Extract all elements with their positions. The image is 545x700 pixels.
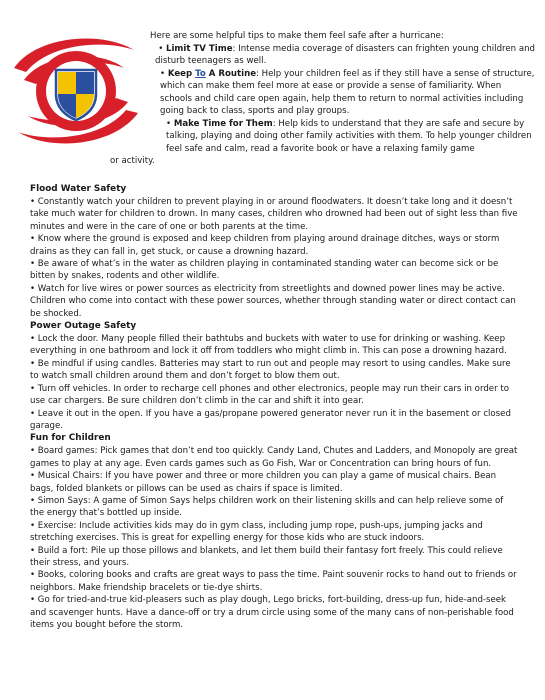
safety-sections: [30, 183, 518, 631]
list-item: • Watch for live wires or power sources as electricity from streetlights and downed power lines may be active. Children who come into contact with these power sources, whether through standing water or direct contact can be shocked.: [30, 283, 516, 319]
section-heading: Fun for Children: [30, 433, 111, 444]
shield-icon: [56, 70, 96, 120]
section-heading: Flood Water Safety: [30, 184, 127, 194]
list-item: • Know where the ground is exposed and keep children from playing around drainage ditches, ways or storm drains as they can fall in, get stuck, or cause a drowning hazard.: [30, 234, 500, 257]
hurricane-tips: [110, 30, 535, 168]
tip-routine: • Keep To A Routine: Help your children feel as if they still have a sense of structure, which can make them feel more at ease or provide a sense of familiarity. When schools and child care open again, help them to return to normal activities including going back to class, sports and play groups.: [160, 68, 535, 116]
list-item: • Build a fort: Pile up those pillows and blankets, and let them build their fantasy fort freely. This could relieve their stress, and yours.: [30, 545, 503, 568]
list-item: • Board games: Pick games that don’t end too quickly. Candy Land, Chutes and Ladders, and Monopoly are great games to play at any age. Even cards games such as Go Fish, War or Concentration can bring hours of fun.: [30, 446, 518, 469]
tip-make-time-continued: or activity.: [110, 156, 155, 166]
list-item: • Go for tried-and-true kid-pleasers such as play dough, Lego bricks, fort-building, dress-up fun, hide-and-seek and scavenger hunts. Have a dance-off or try a drum circle using some of the many cans of non-perishable food items you bought before the storm.: [30, 595, 514, 630]
list-item: • Books, coloring books and crafts are great ways to pass the time. Paint souvenir rocks to hand out to friends or neighbors. Make friendship bracelets or tie-dye shirts.: [30, 570, 517, 593]
section-heading: Power Outage Safety: [30, 321, 137, 332]
list-item: • Turn off vehicles. In order to recharge cell phones and other electronics, people may run their cars in order to use car chargers. Be sure children don’t climb in the car and shift it into gear.: [30, 383, 509, 407]
list-item: • Musical Chairs: If you have power and three or more children you can play a game of musical chairs. Bean bags, folded blankets or pillows can be used as chairs if space is limited.: [30, 471, 497, 494]
tip-tv-time: • Limit TV Time: Intense media coverage of disasters can frighten young children and disturb teenagers as well.: [150, 43, 535, 66]
list-item: • Leave it out in the open. If you have a gas/propane powered generator never run it in the basement or closed garage.: [30, 408, 511, 431]
list-item: • Constantly watch your children to prevent playing in or around floodwaters. It doesn’t take long and it doesn’t take much water for children to drown. In many cases, children who drowned had been out of sight less than five minutes and were in the care of one or both parents at the time.: [30, 197, 518, 232]
intro-text: Here are some helpful tips to make them feel safe after a hurricane:: [150, 31, 444, 41]
list-item: • Exercise: Include activities kids may do in gym class, including jump rope, push-ups, jumping jacks and stretching exercises. This is great for expelling energy for those kids who are stuck indoors.: [30, 520, 483, 544]
keep-to-link[interactable]: To: [195, 68, 206, 79]
tip-make-time: • Make Time for Them: Help kids to understand that they are safe and secure by talking, playing and doing other family activities with them. To help younger children feel safe and calm, read a favorite book or have a relaxing family game: [166, 118, 532, 154]
list-item: • Lock the door. Many people filled their bathtubs and buckets with water to use for drinking or washing. Keep everything in one bathroom and lock it off from toddlers who might climb in. This can pose a drowning hazard.: [30, 334, 507, 357]
hurricane-shield-logo: [6, 28, 146, 153]
list-item: • Be mindful if using candles. Batteries may start to run out and people may resort to using candles. Make sure to watch small children around them and don’t forget to blow them out.: [30, 358, 511, 382]
list-item: • Be aware of what’s in the water as children playing in contaminated standing water can become sick or be bitten by snakes, rodents and other wildlife.: [30, 259, 499, 282]
list-item: • Simon Says: A game of Simon Says helps children work on their listening skills and can help relieve some of the energy that’s bottled up inside.: [30, 495, 504, 519]
